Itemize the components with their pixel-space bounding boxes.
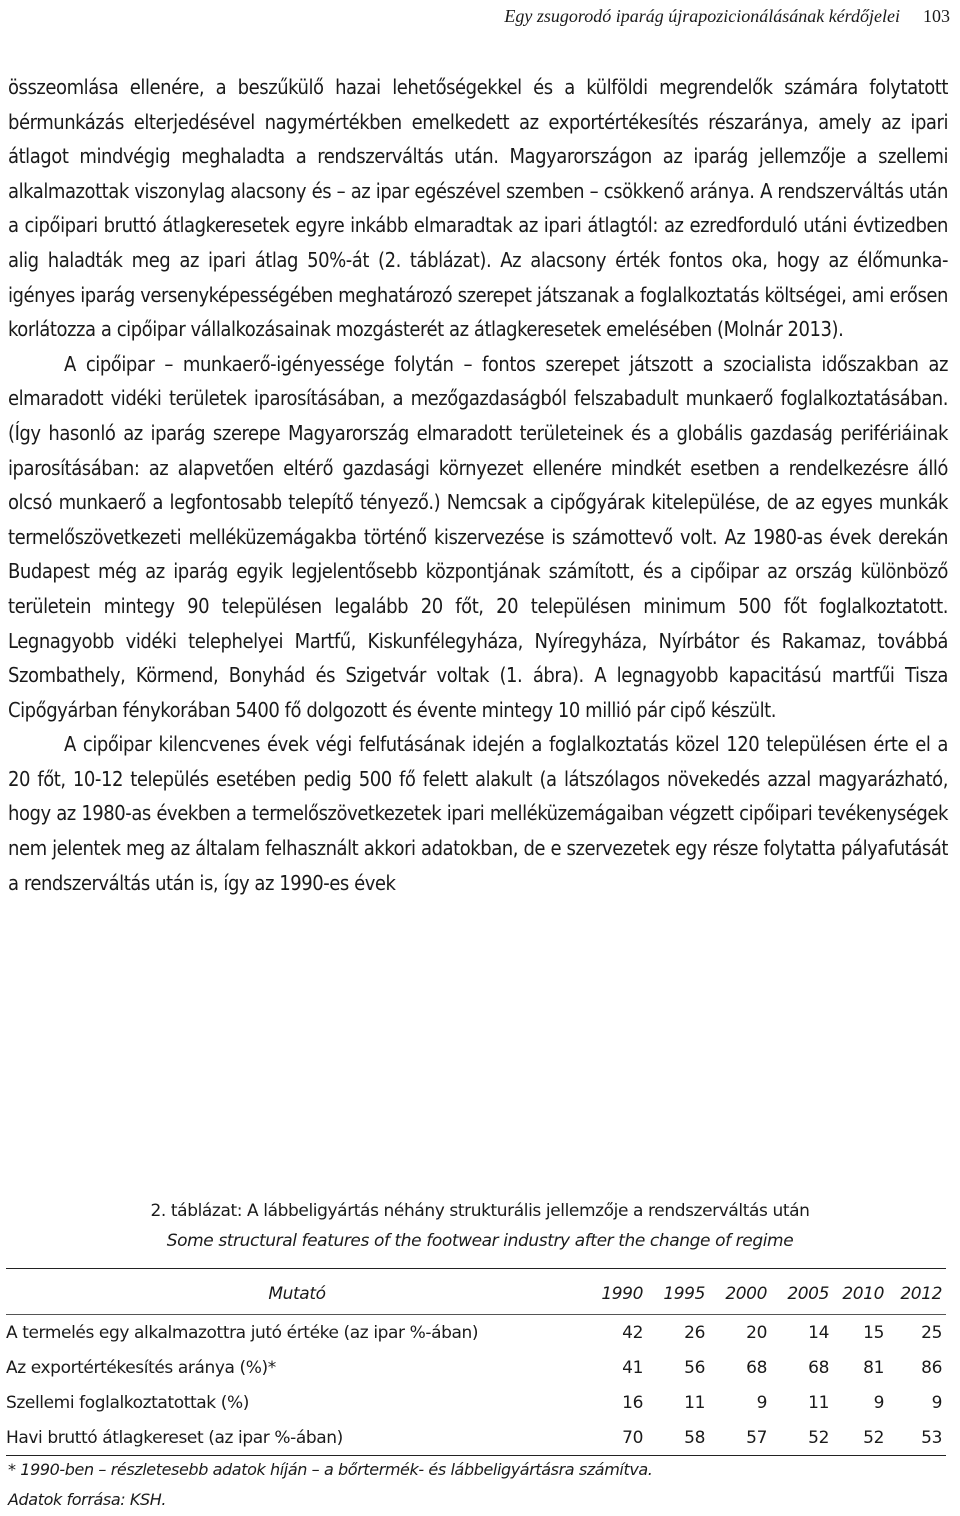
table-cell: 15 [863,1322,884,1343]
column-header-year: 2012 [888,1269,946,1315]
page-number: 103 [923,6,950,26]
table-cell: 68 [746,1357,767,1378]
row-label: Az exportértékesítés aránya (%)* [6,1357,276,1378]
table-cell: 58 [684,1427,705,1448]
table-row [6,1315,946,1351]
table-cell: 9 [756,1392,767,1413]
table-caption [0,1198,960,1254]
table-cell: 20 [746,1322,767,1343]
table-header-row [6,1269,946,1315]
table-cell: 70 [622,1427,643,1448]
table-caption-english: Some structural features of the footwear industry after the change of regime [166,1231,794,1251]
table-cell: 9 [931,1392,942,1413]
table-cell: 68 [808,1357,829,1378]
paragraph: összeomlása ellenére, a beszűkülő hazai lehetőségekkel és a külföldi megrendelők számára folytatott bérmunkázás elterjedésével nagymértékben emelkedett az exportértékesítés részaránya, amely az ipari átlagot mindvégig meghaladta a rendszerváltás után. Magyarországon az iparág jellemzője a szellemi alkalmazottak viszonylag alacsony és – az ipar egészével szemben – csökkenő aránya. A rendszerváltás után a cipőipari bruttó átlagkeresetek egyre inkább elmaradtak az ipari átlagtól: az ezredforduló utáni évtizedben alig haladták meg az ipari átlag 50%-át (2. táblázat). Az alacsony érték fontos oka, hogy az élőmunka-igényes iparág versenyképességében meghatározó szerepet játszanak a foglalkoztatás költségei, ami erősen korlátozza a cipőipar vállalkozásainak mozgásterét az átlagkeresetek emelésében (Molnár 2013). [8,75,948,342]
table-cell: 57 [746,1427,767,1448]
column-header-year: 2010 [833,1269,888,1315]
table-row [6,1385,946,1420]
data-source: Adatok forrása: KSH. [8,1490,167,1509]
table-cell: 41 [622,1357,643,1378]
table-row [6,1420,946,1455]
paragraph: A cipőipar – munkaerő-igényessége folytán – fontos szerepet játszott a szocialista időszakban az elmaradott vidéki területek iparosításában, a mezőgazdaságból felszabadult munkaerő foglalkoztatásában. (Így hasonló az iparág szerepe Magyarország elmaradott területeinek és a globális gazdaság perifériáinak iparosításában: az alapvetően eltérő gazdasági környezet ellenére mindkét esetben a rendelkezésre álló olcsó munkaerő a legfontosabb telepítő tényező.) Nemcsak a cipőgyárak kitelepülése, de az egyes munkák termelőszövetkezeti melléküzemágakba történő kiszervezése is számottevő volt. Az 1980-as évek derekán Budapest még az iparág egyik legjelentősebb központjának számított, és a cipőipar az ország különböző területein mintegy 90 településen legalább 20 főt, 20 településen minimum 500 főt foglalkoztatott. Legnagyobb vidéki telephelyei Martfű, Kiskunfélegyháza, Nyíregyháza, Nyírbátor és Rakamaz, továbbá Szombathely, Körmend, Bonyhád és Szigetvár voltak (1. ábra). A legnagyobb kapacitású martfűi Tisza Cipőgyárban fénykorában 5400 fő dolgozott és évente mintegy 10 millió pár cipő készült. [8,351,948,722]
row-label: Havi bruttó átlagkereset (az ipar %-ában) [6,1427,343,1448]
table-cell: 81 [863,1357,884,1378]
column-header-year: 2005 [771,1269,833,1315]
table-cell: 42 [622,1322,643,1343]
column-header-year: 1990 [588,1269,647,1315]
column-header-year: 2000 [709,1269,771,1315]
row-label: Szellemi foglalkoztatottak (%) [6,1392,249,1413]
table-cell: 53 [921,1427,942,1448]
table-cell: 9 [873,1392,884,1413]
table-footnote: * 1990-ben – részletesebb adatok híján – a bőrtermék- és lábbeligyártásra számítva. [8,1460,653,1479]
column-header-year: 1995 [647,1269,709,1315]
data-table [6,1268,946,1456]
table-cell: 86 [921,1357,942,1378]
table-notes [8,1455,652,1515]
column-header-indicator: Mutató [6,1269,588,1315]
table-cell: 11 [684,1392,705,1413]
table-row [6,1350,946,1385]
table-cell: 25 [921,1322,942,1343]
body-text [8,70,948,900]
table-cell: 52 [808,1427,829,1448]
table-cell: 56 [684,1357,705,1378]
table-cell: 26 [684,1322,705,1343]
page-header [0,0,960,36]
table-cell: 11 [808,1392,829,1413]
paragraph: A cipőipar kilencvenes évek végi felfutásának idején a foglalkoztatás közel 120 településen érte el a 20 főt, 10-12 település esetében pedig 500 fő felett alakult (a látszólagos növekedés azzal magyarázható, hogy az 1980-as években a termelőszövetkezetek ipari melléküzemágaiban végzett cipőipari tevékenységek nem jelentek meg az általam felhasznált akkori adatokban, de e szervezetek egy része folytatta pályafutását a rendszerváltás után is, így az 1990-es évek [8,732,948,895]
table-caption-hungarian: 2. táblázat: A lábbeligyártás néhány strukturális jellemzője a rendszerváltás után [150,1201,810,1221]
table-cell: 14 [808,1322,829,1343]
table-cell: 16 [622,1392,643,1413]
running-title: Egy zsugorodó iparág újrapozicionálásának kérdőjelei [504,6,900,26]
row-label: A termelés egy alkalmazottra jutó értéke (az ipar %-ában) [6,1322,479,1343]
table [6,1269,946,1455]
table-cell: 52 [863,1427,884,1448]
